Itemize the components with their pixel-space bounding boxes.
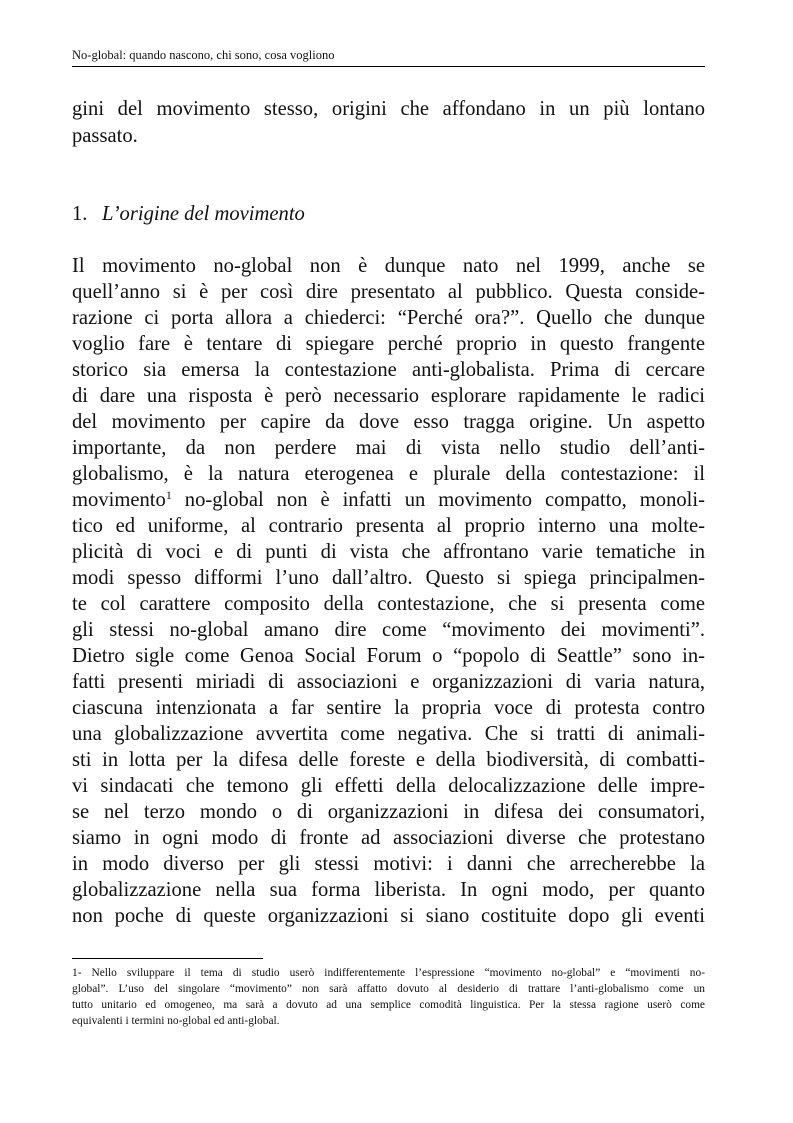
- running-head: No-global: quando nascono, chi sono, cosa vogliono: [72, 48, 335, 62]
- body-line: globalismo, è la natura eterogenea e plurale della contestazione: il: [72, 463, 705, 485]
- body-line: storico sia emersa la contestazione anti-globalista. Prima di cercare: [72, 359, 705, 381]
- footnote-line: 1- Nello sviluppare il tema di studio userò indifferentemente l’espressione “movimento no-global” e “movimenti no-: [72, 967, 705, 979]
- footnote-line: global”. L’uso del singolare “movimento” non sarà affatto dovuto al desiderio di trattare l’anti-globalismo come un: [72, 983, 705, 995]
- body-line: fatti presenti miriadi di associazioni e organizzazioni di varia natura,: [72, 671, 705, 693]
- section-heading: [72, 200, 305, 228]
- header-rule: [72, 66, 705, 67]
- body-line: voglio fare è tentare di spiegare perché proprio in questo frangente: [72, 333, 705, 355]
- body-line: gli stessi no-global amano dire come “movimento dei movimenti”.: [72, 619, 705, 641]
- footnote-line: tutto unitario ed omogeneo, ma sarà a dovuto ad una semplice comodità linguistica. Per la stessa ragione userò come: [72, 999, 705, 1011]
- body-line: importante, da non perdere mai di vista nello studio dell’anti-: [72, 437, 705, 459]
- body-line: quell’anno si è per così dire presentato al pubblico. Questa conside-: [72, 281, 705, 303]
- body-line: globalizzazione nella sua forma liberista. In ogni modo, per quanto: [72, 879, 705, 901]
- body-line: sti in lotta per la difesa delle foreste e della biodiversità, di combatti-: [72, 749, 705, 771]
- body-line: di dare una risposta è però necessario esplorare rapidamente le radici: [72, 385, 705, 407]
- footnote-reference[interactable]: 1: [165, 488, 172, 502]
- section-title: L’origine del movimento: [102, 203, 305, 225]
- body-line: se nel terzo mondo o di organizzazioni in difesa dei consumatori,: [72, 801, 705, 823]
- footnote-rule: [72, 958, 263, 959]
- body-line: vi sindacati che temono gli effetti della delocalizzazione delle impre-: [72, 775, 705, 797]
- intro-line: passato.: [72, 125, 138, 147]
- footnote-line: equivalenti i termini no-global ed anti-global.: [72, 1015, 280, 1027]
- body-line: non poche di queste organizzazioni si siano costituite dopo gli eventi: [72, 905, 705, 927]
- footnote-line-before: movimento: [72, 489, 166, 511]
- body-line: del movimento per capire da dove esso tragga origine. Un aspetto: [72, 411, 705, 433]
- body-line: Il movimento no-global non è dunque nato nel 1999, anche se: [72, 255, 705, 277]
- body-line-with-footnote-ref: [72, 486, 705, 514]
- body-line: siamo in ogni modo di fronte ad associazioni diverse che protestano: [72, 827, 705, 849]
- body-line: plicità di voci e di punti di vista che affrontano varie tematiche in: [72, 541, 705, 563]
- intro-line: gini del movimento stesso, origini che affondano in un più lontano: [72, 98, 705, 120]
- body-line: razione ci porta allora a chiederci: “Perché ora?”. Quello che dunque: [72, 307, 705, 329]
- section-number: 1.: [72, 203, 88, 225]
- body-line: in modo diverso per gli stessi motivi: i danni che arrecherebbe la: [72, 853, 705, 875]
- body-line: te col carattere composito della contestazione, che si presenta come: [72, 593, 705, 615]
- body-line: Dietro sigle come Genoa Social Forum o “popolo di Seattle” sono in-: [72, 645, 705, 667]
- body-line: modi spesso difformi l’uno dall’altro. Questo si spiega principalmen-: [72, 567, 705, 589]
- body-line: tico ed uniforme, al contrario presenta al proprio interno una molte-: [72, 515, 705, 537]
- body-line: ciascuna intenzionata a far sentire la propria voce di protesta contro: [72, 697, 705, 719]
- footnote-line-after: no-global non è infatti un movimento compatto, monoli-: [171, 489, 705, 511]
- body-line: una globalizzazione avvertita come negativa. Che si tratti di animali-: [72, 723, 705, 745]
